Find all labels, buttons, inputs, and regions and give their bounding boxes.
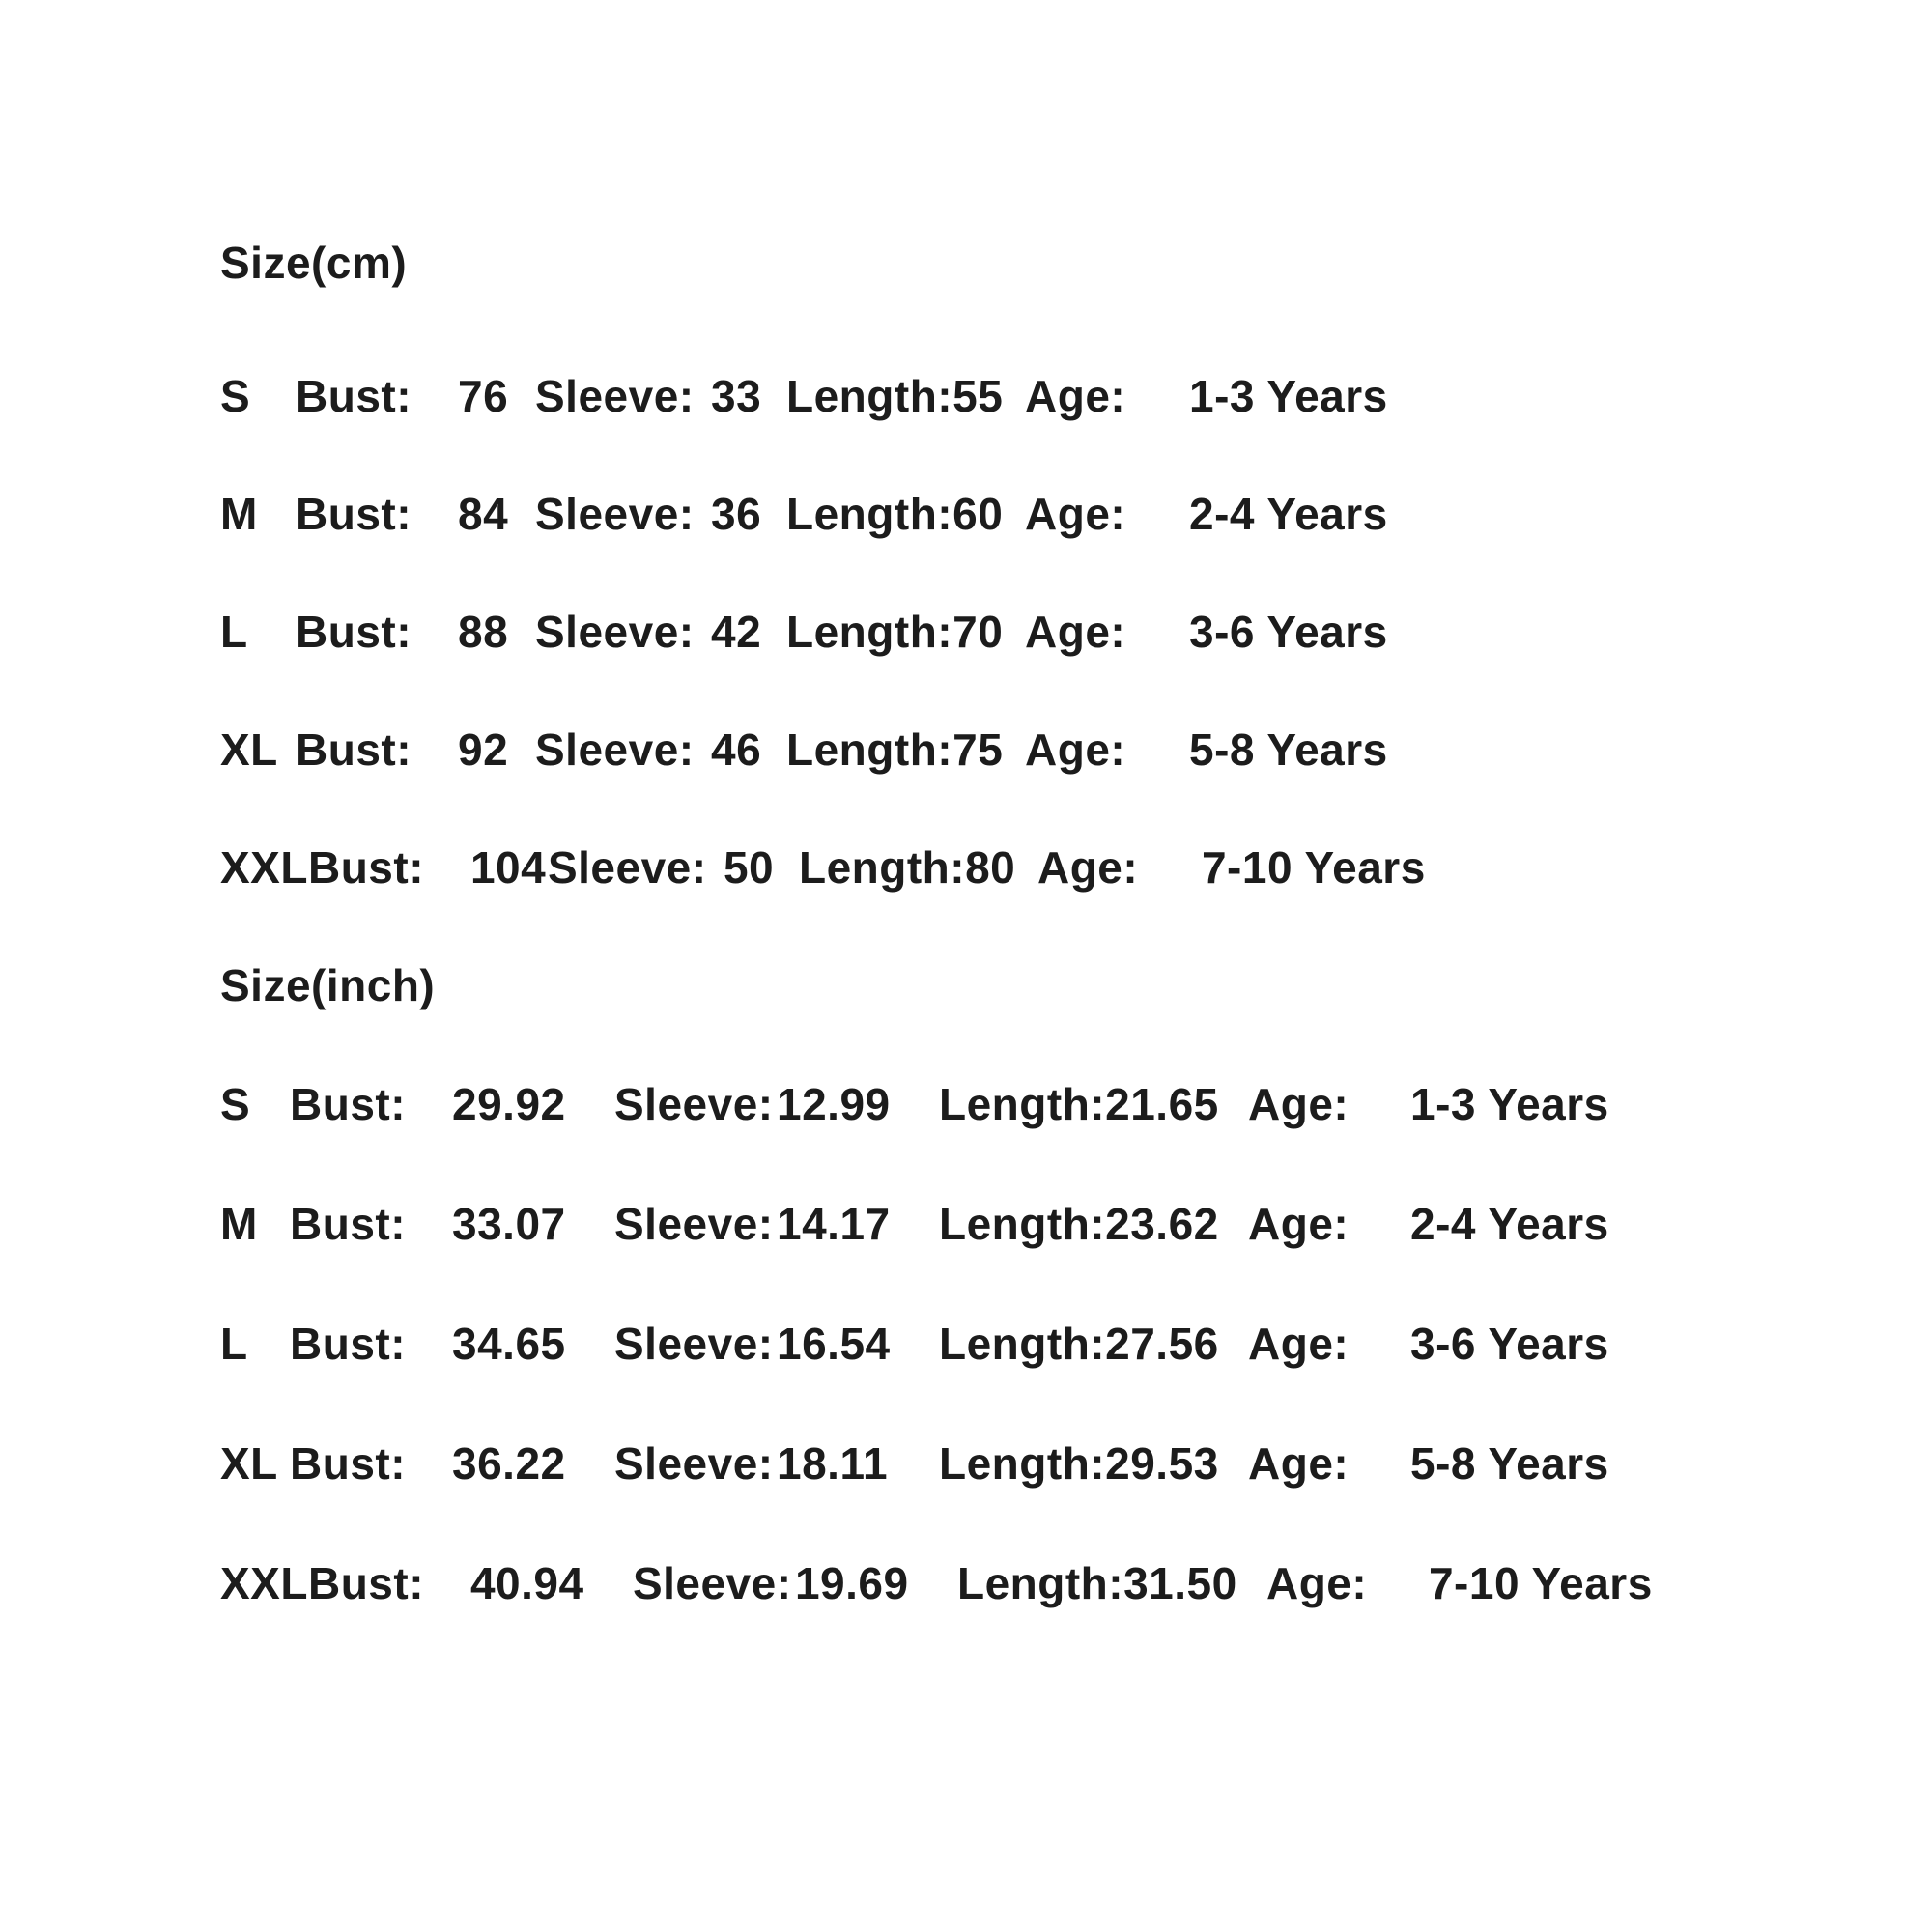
bust-value: 36.22	[452, 1438, 566, 1489]
sleeve-value: 36	[711, 489, 762, 539]
age-label: Age:	[1025, 607, 1126, 657]
length-cell	[939, 1437, 1248, 1490]
sleeve-value: 14.17	[777, 1199, 891, 1249]
age-label: Age:	[1248, 1438, 1350, 1489]
size-value: L	[220, 1319, 248, 1369]
age-label: Age:	[1265, 1558, 1368, 1608]
age-value: 3-6 Years	[1189, 607, 1388, 657]
bust-label: Bust:	[290, 1199, 407, 1249]
length-label: Length:	[939, 1079, 1106, 1129]
length-label: Length:	[939, 1438, 1106, 1489]
age-value: 2-4 Years	[1189, 489, 1388, 539]
size-row-cm-l	[220, 573, 1932, 691]
sleeve-value: 16.54	[777, 1319, 891, 1369]
sleeve-label: Sleeve:	[632, 1558, 792, 1608]
sleeve-label: Sleeve:	[614, 1319, 774, 1369]
length-label: Length:	[786, 607, 953, 657]
size-value: XL	[220, 1438, 278, 1489]
bust-value: 104	[469, 842, 547, 893]
sleeve-label: Sleeve:	[535, 489, 695, 539]
bust-label: Bust:	[296, 489, 412, 539]
sleeve-label: Sleeve:	[614, 1079, 774, 1129]
bust-value: 29.92	[452, 1079, 566, 1129]
age-label: Age:	[1025, 371, 1126, 421]
sleeve-value: 18.11	[777, 1438, 889, 1489]
length-label: Length:	[956, 1558, 1124, 1608]
length-value: 80	[965, 842, 1016, 893]
age-value: 1-3 Years	[1189, 371, 1388, 421]
age-value: 2-4 Years	[1410, 1199, 1609, 1249]
length-value: 55	[952, 371, 1004, 421]
length-cell	[939, 1078, 1248, 1130]
age-value: 7-10 Years	[1201, 842, 1426, 893]
sleeve-label: Sleeve:	[547, 842, 707, 893]
age-label: Age:	[1037, 842, 1139, 893]
length-value: 70	[952, 607, 1004, 657]
bust-value: 84	[458, 489, 509, 539]
length-value: 23.62	[1105, 1199, 1219, 1249]
length-cell	[799, 841, 1037, 894]
length-label: Length:	[786, 371, 953, 421]
size-value: XL	[220, 724, 278, 775]
age-label: Age:	[1248, 1079, 1350, 1129]
age-value: 5-8 Years	[1410, 1438, 1609, 1489]
sleeve-value: 33	[711, 371, 762, 421]
age-value: 7-10 Years	[1428, 1558, 1653, 1608]
bust-value: 88	[458, 607, 509, 657]
size-value: S	[220, 1079, 251, 1129]
bust-label: Bust:	[296, 607, 412, 657]
length-label: Length:	[939, 1319, 1106, 1369]
sleeve-value: 42	[711, 607, 762, 657]
sleeve-label: Sleeve:	[614, 1199, 774, 1249]
age-label: Age:	[1248, 1199, 1350, 1249]
length-cell	[957, 1557, 1266, 1609]
length-cell	[939, 1198, 1248, 1250]
length-value: 75	[952, 724, 1004, 775]
length-cell	[939, 1318, 1248, 1370]
bust-label: Bust:	[290, 1438, 407, 1489]
age-label: Age:	[1248, 1319, 1350, 1369]
length-cell	[786, 606, 1025, 658]
size-value: M	[220, 489, 258, 539]
age-label: Age:	[1025, 489, 1126, 539]
size-row-cm-s	[220, 337, 1932, 455]
sleeve-value: 50	[723, 842, 775, 893]
length-value: 27.56	[1105, 1319, 1219, 1369]
age-value: 1-3 Years	[1410, 1079, 1609, 1129]
length-value: 31.50	[1123, 1558, 1237, 1608]
bust-label: Bust:	[296, 724, 412, 775]
length-cell	[786, 488, 1025, 540]
bust-label: Bust:	[307, 842, 425, 893]
bust-label: Bust:	[296, 371, 412, 421]
length-label: Length:	[939, 1199, 1106, 1249]
length-value: 60	[952, 489, 1004, 539]
size-row-inch-s	[220, 1044, 1932, 1164]
table-title-cm: Size(cm)	[220, 238, 408, 288]
sleeve-value: 19.69	[794, 1558, 909, 1608]
size-table-inch-rows	[220, 1044, 1932, 1643]
sleeve-label: Sleeve:	[535, 724, 695, 775]
length-value: 29.53	[1105, 1438, 1219, 1489]
age-value: 5-8 Years	[1189, 724, 1388, 775]
sleeve-value: 46	[711, 724, 762, 775]
size-row-cm-xxl	[220, 809, 1932, 926]
size-table-inch	[220, 926, 1932, 1643]
size-value: XXL	[220, 1558, 308, 1608]
length-cell	[786, 724, 1025, 776]
size-value: L	[220, 607, 248, 657]
sleeve-label: Sleeve:	[535, 371, 695, 421]
size-row-inch-xl	[220, 1404, 1932, 1523]
length-label: Length:	[786, 724, 953, 775]
size-value: S	[220, 371, 251, 421]
size-row-inch-m	[220, 1164, 1932, 1284]
sleeve-label: Sleeve:	[535, 607, 695, 657]
size-row-inch-l	[220, 1284, 1932, 1404]
bust-value: 33.07	[452, 1199, 566, 1249]
size-row-inch-xxl	[220, 1523, 1932, 1643]
bust-value: 76	[458, 371, 509, 421]
bust-value: 34.65	[452, 1319, 566, 1369]
length-cell	[786, 370, 1025, 422]
size-table-cm-rows	[220, 337, 1932, 926]
bust-label: Bust:	[307, 1558, 425, 1608]
size-row-cm-xl	[220, 691, 1932, 809]
bust-label: Bust:	[290, 1319, 407, 1369]
bust-label: Bust:	[290, 1079, 407, 1129]
bust-value: 40.94	[469, 1558, 584, 1608]
bust-value: 92	[458, 724, 509, 775]
sleeve-label: Sleeve:	[614, 1438, 774, 1489]
length-label: Length:	[786, 489, 953, 539]
size-row-cm-m	[220, 455, 1932, 573]
table-title-inch: Size(inch)	[220, 960, 436, 1010]
age-label: Age:	[1025, 724, 1126, 775]
size-value: M	[220, 1199, 258, 1249]
size-value: XXL	[220, 842, 308, 893]
age-value: 3-6 Years	[1410, 1319, 1609, 1369]
length-label: Length:	[798, 842, 966, 893]
length-value: 21.65	[1105, 1079, 1219, 1129]
sleeve-value: 12.99	[777, 1079, 891, 1129]
size-table-cm	[220, 204, 1932, 926]
